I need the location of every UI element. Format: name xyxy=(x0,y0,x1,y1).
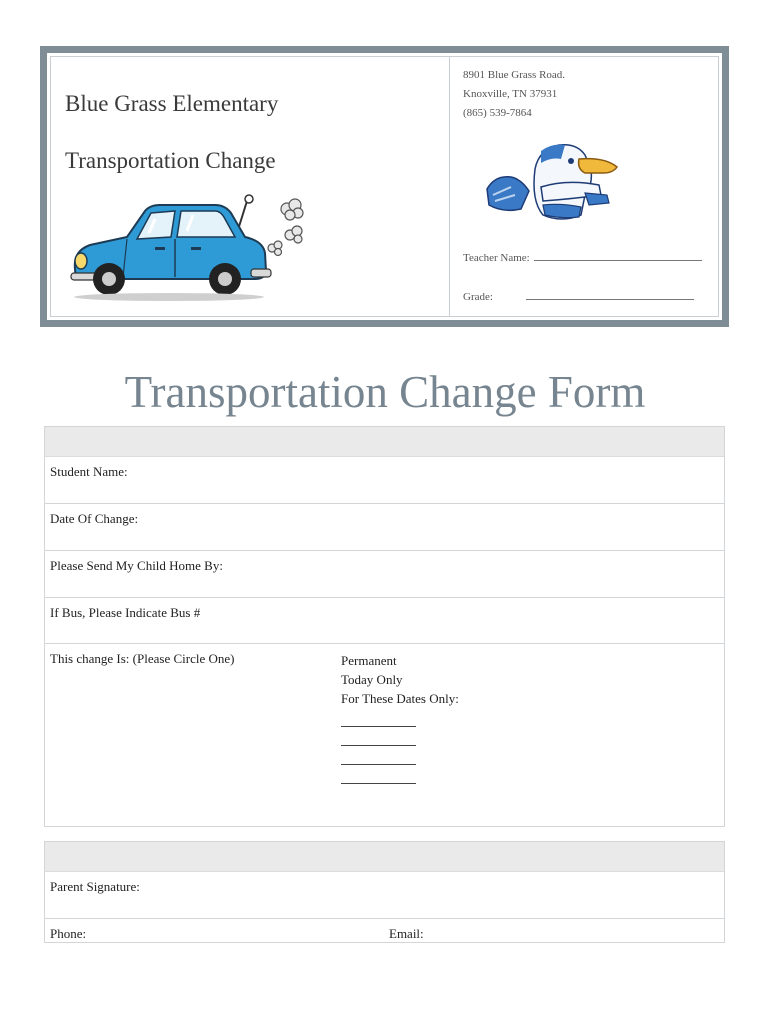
eagle-mascot-icon xyxy=(481,139,631,225)
grade-label: Grade: xyxy=(463,291,493,303)
table-header-band xyxy=(45,427,724,457)
table-header-band xyxy=(45,842,724,872)
header-frame xyxy=(40,46,729,327)
car-icon xyxy=(65,191,315,303)
contact-row[interactable] xyxy=(45,919,724,943)
grade-blank[interactable] xyxy=(526,290,694,300)
parent-signature-row[interactable] xyxy=(45,872,724,919)
option-permanent[interactable]: Permanent xyxy=(341,653,397,668)
header-subtitle: Transportation Change xyxy=(65,148,276,173)
send-home-label: Please Send My Child Home By: xyxy=(50,558,223,573)
date-blank-line[interactable] xyxy=(341,727,416,746)
change-type-options xyxy=(341,651,459,784)
teacher-name-blank[interactable] xyxy=(534,251,702,261)
date-blank-line[interactable] xyxy=(341,746,416,765)
teacher-name-label: Teacher Name: xyxy=(463,252,530,264)
option-these-dates[interactable]: For These Dates Only: xyxy=(341,691,459,706)
school-address-line1: 8901 Blue Grass Road. xyxy=(463,69,566,81)
school-name: Blue Grass Elementary xyxy=(65,91,279,116)
header-inner-border xyxy=(50,56,719,317)
date-blank-line[interactable] xyxy=(341,708,416,727)
change-type-row xyxy=(45,644,724,827)
bus-number-row[interactable] xyxy=(45,598,724,644)
header-divider xyxy=(449,57,450,316)
date-blank-line[interactable] xyxy=(341,765,416,784)
email-label: Email: xyxy=(389,926,424,941)
bus-number-label: If Bus, Please Indicate Bus # xyxy=(50,605,201,620)
student-name-row[interactable] xyxy=(45,457,724,504)
grade-field[interactable] xyxy=(463,290,694,303)
form-title: Transportation Change Form xyxy=(124,367,646,417)
date-of-change-label: Date Of Change: xyxy=(50,511,139,526)
school-phone: (865) 539-7864 xyxy=(463,107,532,119)
student-name-label: Student Name: xyxy=(50,464,128,479)
parent-info-table xyxy=(44,841,725,943)
date-of-change-row[interactable] xyxy=(45,504,724,551)
teacher-name-field[interactable] xyxy=(463,251,702,264)
student-info-table xyxy=(44,426,725,827)
phone-label: Phone: xyxy=(50,926,87,941)
parent-signature-label: Parent Signature: xyxy=(50,879,140,894)
change-type-label: This change Is: (Please Circle One) xyxy=(50,651,235,666)
school-address-line2: Knoxville, TN 37931 xyxy=(463,88,558,100)
send-home-row[interactable] xyxy=(45,551,724,598)
option-today-only[interactable]: Today Only xyxy=(341,672,403,687)
